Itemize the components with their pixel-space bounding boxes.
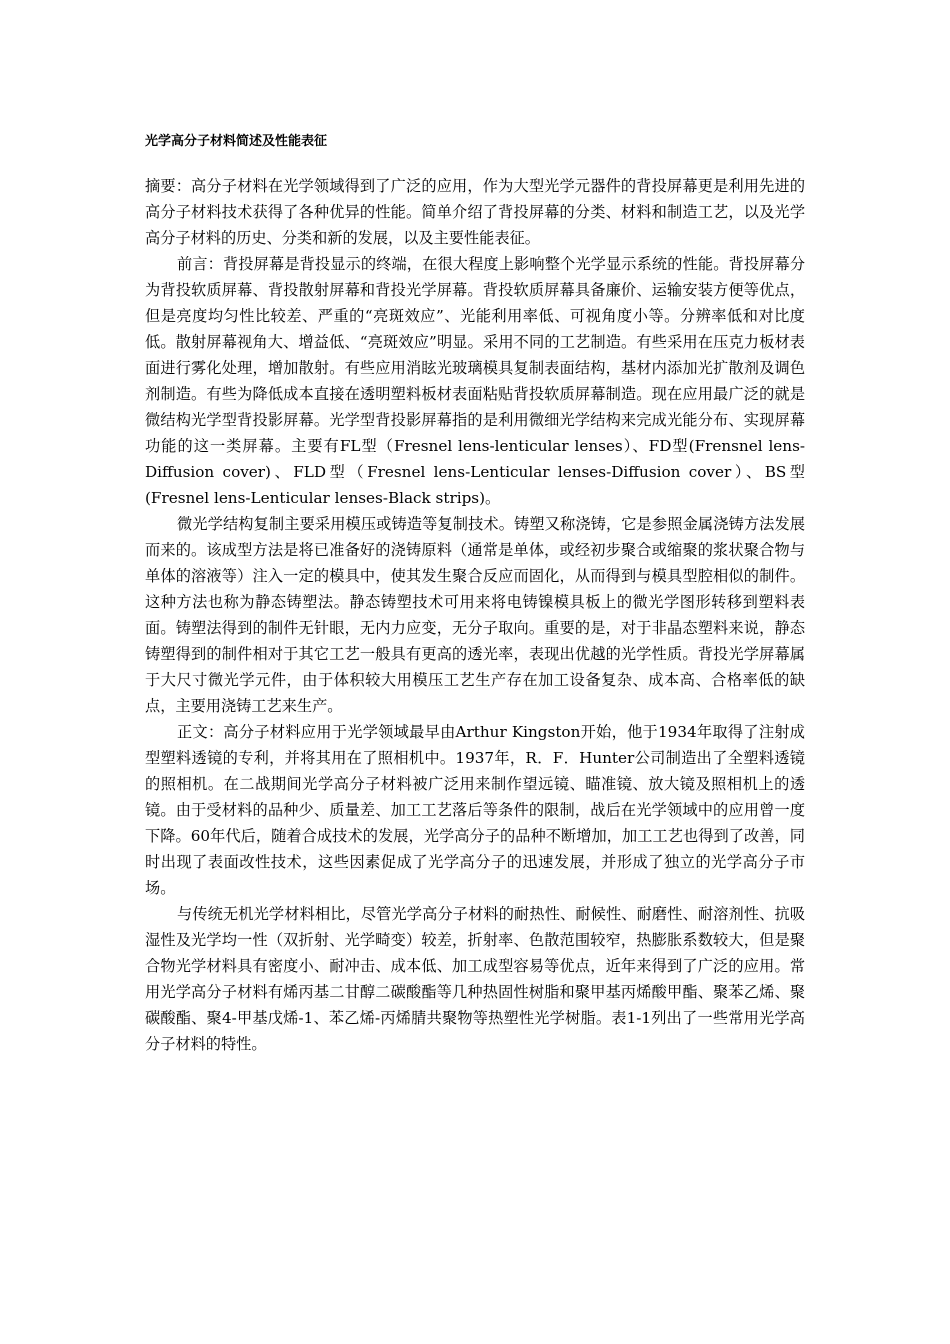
abstract-paragraph: 摘要：高分子材料在光学领域得到了广泛的应用，作为大型光学元器件的背投屏幕更是利用先进的高分子材料技术获得了各种优异的性能。简单介绍了背投屏幕的分类、材料和制造工艺，以及光学高分子材料的历史、分类和新的发展，以及主要性能表征。 xyxy=(145,177,805,247)
replication-paragraph: 微光学结构复制主要采用模压或铸造等复制技术。铸塑又称浇铸，它是参照金属浇铸方法发展而来的。该成型方法是将已准备好的浇铸原料（通常是单体，或经初步聚合或缩聚的浆状聚合物与单体的溶液等）注入一定的模具中，使其发生聚合反应而固化，从而得到与模具型腔相似的制件。这种方法也称为静态铸塑法。静态铸塑技术可用来将电铸镍模具板上的微光学图形转移到塑料表面。铸塑法得到的制件无针眼，无内力应变，无分子取向。重要的是，对于非晶态塑料来说，静态铸塑得到的制件相对于其它工艺一般具有更高的透光率，表现出优越的光学性质。背投光学屏幕属于大尺寸微光学元件，由于体积较大用模压工艺生产存在加工设备复杂、成本高、合格率低的缺点，主要用浇铸工艺来生产。 xyxy=(145,515,805,715)
comparison-paragraph: 与传统无机光学材料相比，尽管光学高分子材料的耐热性、耐候性、耐磨性、耐溶剂性、抗吸湿性及光学均一性（双折射、光学畸变）较差，折射率、色散范围较窄，热膨胀系数较大，但是聚合物光学材料具有密度小、耐冲击、成本低、加工成型容易等优点，近年来得到了广泛的应用。常用光学高分子材料有烯丙基二甘醇二碳酸酯等几种热固性树脂和聚甲基丙烯酸甲酯、聚苯乙烯、聚碳酸酯、聚4-甲基戊烯-1、苯乙烯-丙烯腈共聚物等热塑性光学树脂。表1-1列出了一些常用光学高分子材料的特性。 xyxy=(145,905,805,1053)
document-body xyxy=(145,173,805,1057)
document-title: 光学高分子材料简述及性能表征 xyxy=(145,134,328,149)
main-text-paragraph: 正文：高分子材料应用于光学领域最早由Arthur Kingston开始，他于1934年取得了注射成型塑料透镜的专利，并将其用在了照相机中。1937年，R．F．Hunter公司制造出了全塑料透镜的照相机。在二战期间光学高分子材料被广泛用来制作望远镜、瞄准镜、放大镜及照相机上的透镜。由于受材料的品种少、质量差、加工工艺落后等条件的限制，战后在光学领域中的应用曾一度下降。60年代后，随着合成技术的发展，光学高分子的品种不断增加，加工工艺也得到了改善，同时出现了表面改性技术，这些因素促成了光学高分子的迅速发展，并形成了独立的光学高分子市场。 xyxy=(145,723,805,897)
preface-paragraph: 前言：背投屏幕是背投显示的终端，在很大程度上影响整个光学显示系统的性能。背投屏幕分为背投软质屏幕、背投散射屏幕和背投光学屏幕。背投软质屏幕具备廉价、运输安装方便等优点，但是亮度均匀性比较差、严重的“亮斑效应”、光能利用率低、可视角度小等。分辨率低和对比度低。散射屏幕视角大、增益低、“亮斑效应”明显。采用不同的工艺制造。有些采用在压克力板材表面进行雾化处理，增加散射。有些应用消眩光玻璃模具复制表面结构，基材内添加光扩散剂及调色剂制造。有些为降低成本直接在透明塑料板材表面粘贴背投软质屏幕制造。现在应用最广泛的就是微结构光学型背投影屏幕。光学型背投影屏幕指的是利用微细光学结构来完成光能分布、实现屏幕功能的这一类屏幕。主要有FL型（Fresnel lens-lenticular lenses）、FD型(Frensnel lens-Diffusion cover)、FLD型（Fresnel lens-Lenticular lenses-Diffusion cover）、BS型(Fresnel lens-Lenticular lenses-Black strips)。 xyxy=(145,255,805,507)
